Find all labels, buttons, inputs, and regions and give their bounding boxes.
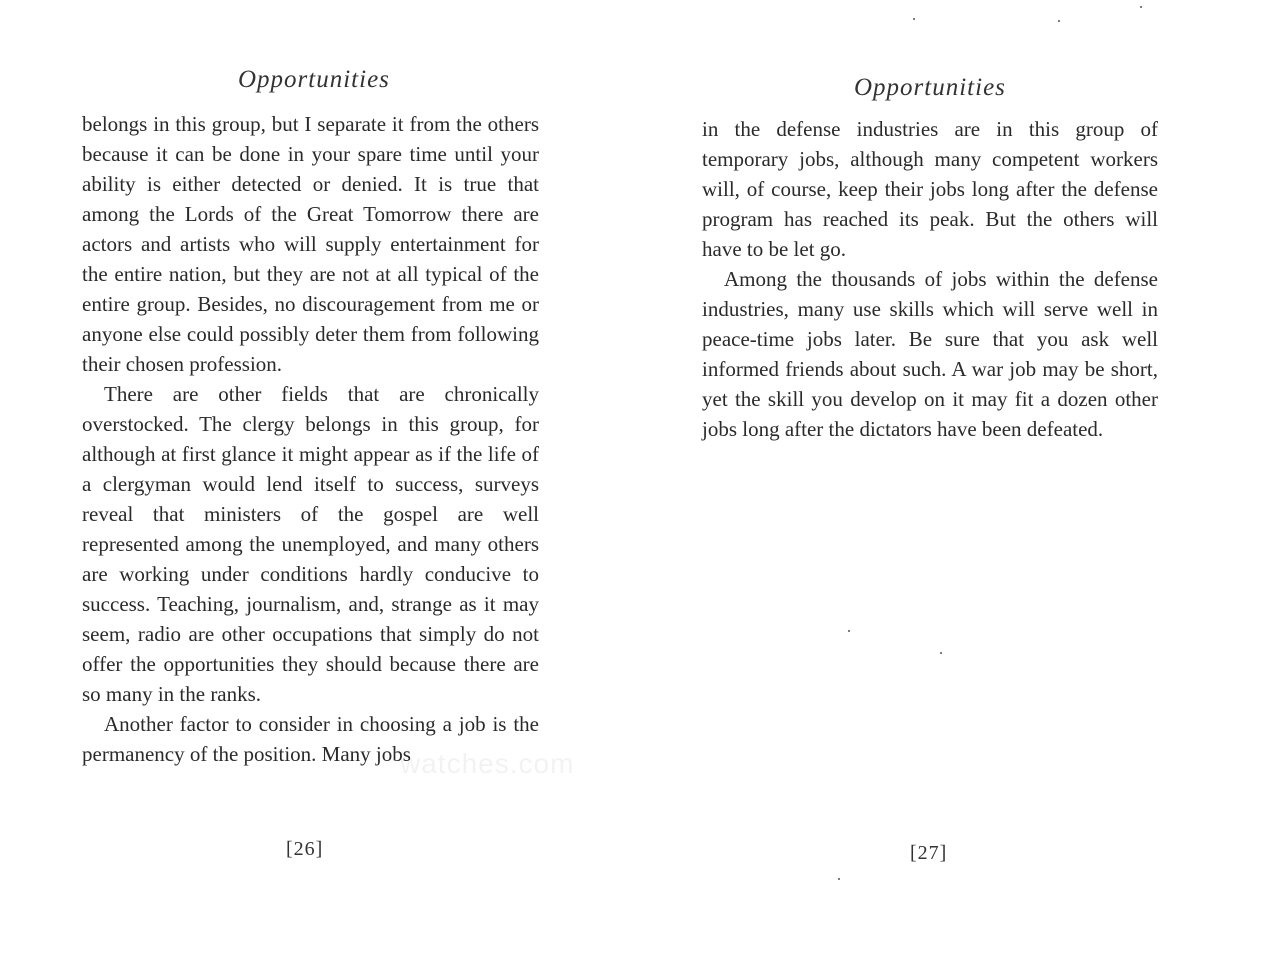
paper-speck [848, 630, 850, 632]
paper-speck [940, 652, 942, 654]
running-head-left: Opportunities [238, 66, 390, 93]
right-page [640, 0, 1280, 978]
paper-speck [913, 18, 915, 20]
body-text-right [702, 114, 1158, 444]
paragraph: Among the thousands of jobs within the defense industries, many use skills which will serve well in peace-time jobs later. Be sure that you ask well informed friends about such. A war job may be short, yet the skill you develop on it may fit a dozen other jobs long after the dictators have been defeated. [702, 267, 1158, 441]
paragraph: Another factor to consider in choosing a job is the permanency of the position. Many jobs [82, 712, 539, 766]
page-number-right: [27] [910, 842, 948, 864]
paper-speck [838, 878, 840, 880]
paragraph: in the defense industries are in this group of temporary jobs, although many competent workers will, of course, keep their jobs long after the defense program has reached its peak. But the others will have to be let go. [702, 117, 1158, 261]
page-number-left: [26] [286, 838, 324, 860]
paper-speck [1140, 6, 1142, 8]
body-text-left [82, 109, 539, 769]
paragraph: belongs in this group, but I separate it from the others because it can be done in your spare time until your ability is either detected or denied. It is true that among the Lords of the Great Tomorrow there are actors and artists who will supply entertainment for the entire nation, but they are not at all typical of the entire group. Besides, no discouragement from me or anyone else could possibly deter them from following their chosen profession. [82, 112, 539, 376]
paper-speck [1058, 20, 1060, 22]
paragraph: There are other fields that are chronically overstocked. The clergy belongs in this group, for although at first glance it might appear as if the life of a clergyman would lend itself to success, surveys reveal that ministers of the gospel are well represented among the unemployed, and many others are working under conditions hardly conducive to success. Teaching, journalism, and, strange as it may seem, radio are other occupations that simply do not offer the opportunities they should because there are so many in the ranks. [82, 382, 539, 706]
watermark: watches.com [400, 748, 575, 779]
running-head-right: Opportunities [854, 74, 1006, 101]
